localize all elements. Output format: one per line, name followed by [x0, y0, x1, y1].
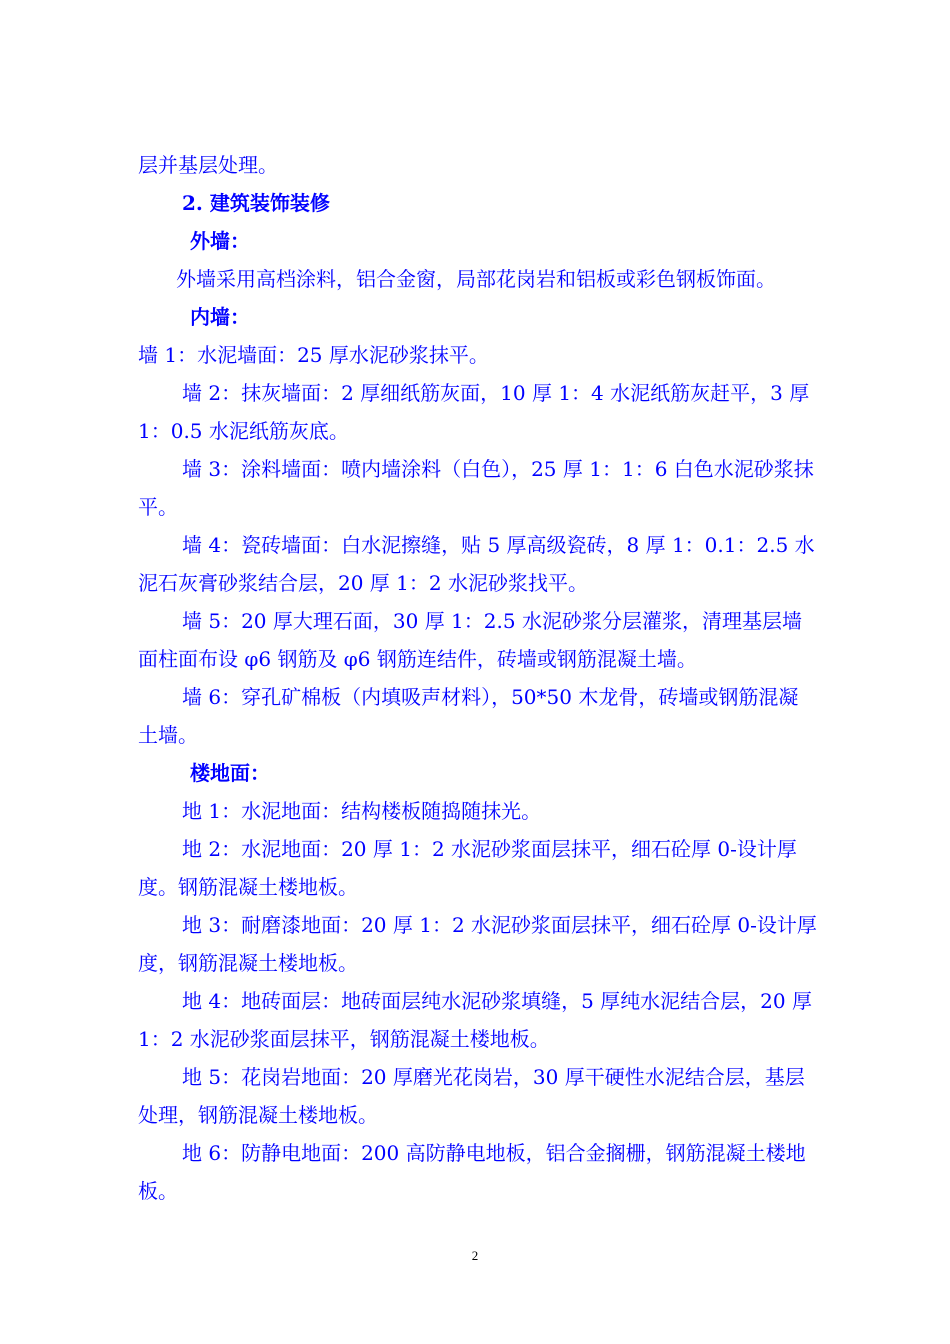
wall-item-4: 墙 4：瓷砖墙面：白水泥擦缝，贴 5 厚高级瓷砖，8 厚 1：0.1：2.5 水泥石灰膏砂浆结合层，20 厚 1：2 水泥砂浆找平。: [138, 533, 815, 595]
interior-wall-heading: 内墙：: [190, 305, 250, 329]
floor-item-5: 地 5：花岗岩地面：20 厚磨光花岗岩，30 厚干硬性水泥结合层，基层处理，钢筋混凝土楼地板。: [138, 1065, 805, 1127]
wall-item-6: 墙 6：穿孔矿棉板（内填吸声材料），50*50 木龙骨，砖墙或钢筋混凝土墙。: [138, 685, 799, 747]
exterior-wall-text: 外墙采用高档涂料，铝合金窗，局部花岗岩和铝板或彩色钢板饰面。: [176, 267, 776, 291]
wall-item-2: 墙 2：抹灰墙面：2 厚细纸筋灰面，10 厚 1：4 水泥纸筋灰赶平，3 厚 1：0.5 水泥纸筋灰底。: [138, 381, 810, 443]
floor-item-3: 地 3：耐磨漆地面：20 厚 1：2 水泥砂浆面层抹平，细石砼厚 0-设计厚度，钢筋混凝土楼地板。: [138, 913, 817, 975]
wall-item-3: 墙 3：涂料墙面：喷内墙涂料（白色），25 厚 1：1：6 白色水泥砂浆抹平。: [138, 457, 814, 519]
wall-item-5: 墙 5：20 厚大理石面，30 厚 1：2.5 水泥砂浆分层灌浆，清理基层墙面柱面布设 φ6 钢筋及 φ6 钢筋连结件，砖墙或钢筋混凝土墙。: [138, 609, 802, 671]
document-body: [138, 146, 818, 1210]
floor-item-6: 地 6：防静电地面：200 高防静电地板，铝合金搁栅，钢筋混凝土楼地板。: [138, 1141, 806, 1203]
wall-item-1: 墙 1：水泥墙面：25 厚水泥砂浆抹平。: [138, 343, 489, 367]
continuation-paragraph: 层并基层处理。: [138, 153, 278, 177]
floor-item-1: 地 1：水泥地面：结构楼板随捣随抹光。: [182, 799, 542, 823]
page-number: 2: [471, 1248, 479, 1263]
floor-heading: 楼地面：: [190, 761, 270, 785]
section-title: 2. 建筑装饰装修: [182, 191, 330, 215]
floor-item-4: 地 4：地砖面层：地砖面层纯水泥砂浆填缝，5 厚纯水泥结合层，20 厚 1：2 水泥砂浆面层抹平，钢筋混凝土楼地板。: [138, 989, 812, 1051]
exterior-wall-heading: 外墙：: [190, 229, 250, 253]
floor-item-2: 地 2：水泥地面：20 厚 1：2 水泥砂浆面层抹平，细石砼厚 0-设计厚度。钢筋混凝土楼地板。: [138, 837, 797, 899]
